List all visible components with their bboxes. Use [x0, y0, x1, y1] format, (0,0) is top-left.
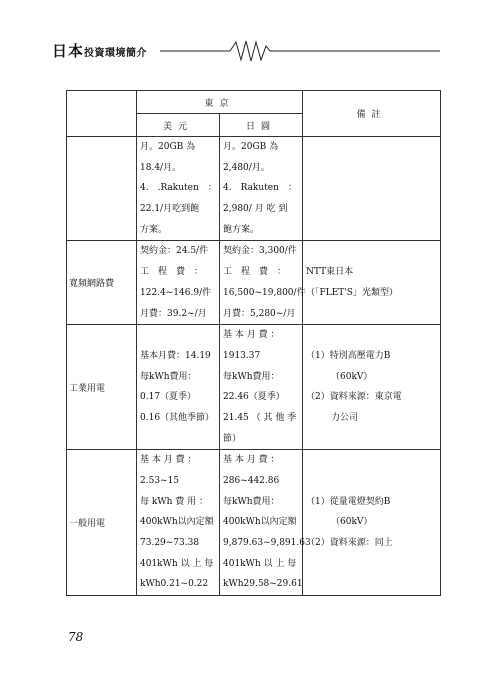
jpy-cell	[220, 450, 311, 596]
cell-line: 2,480/月。	[223, 162, 270, 173]
region-header: 東京	[137, 91, 303, 114]
cell-line: 4. Rakuten ：	[223, 183, 297, 194]
usd-header: 美元	[137, 114, 220, 137]
cell-line: 節）	[223, 433, 242, 444]
cell-line: 月。20GB 為	[140, 142, 196, 152]
cell-line: 2,980/ 月 吃 到	[223, 204, 288, 215]
cell-line: 飽方案。	[223, 224, 260, 235]
notes-cell	[303, 241, 441, 325]
cell-line: 16,500~19,800/件	[223, 287, 306, 298]
usd-cell	[137, 450, 220, 596]
cell-line: 21.45 （ 其 他 季	[223, 412, 297, 423]
cost-table	[66, 90, 441, 596]
table-row	[67, 325, 441, 450]
cell-line: 基 本 月 費 ：	[223, 330, 280, 341]
header-title-sub: 投資環境簡介	[84, 48, 148, 59]
cell-line: 每kWh費用：	[223, 496, 280, 507]
cell-line: kWh0.21~0.22	[140, 579, 209, 590]
cell-line: 基 本 月 費 ：	[140, 455, 197, 466]
cell-line: 方案。	[140, 224, 168, 235]
note-line: （2）資料來源：東京電	[306, 392, 402, 403]
cell-line: 286~442.86	[223, 476, 280, 486]
note-line: NTT東日本	[306, 267, 354, 278]
notes-cell	[303, 450, 441, 596]
notes-header: 備註	[303, 91, 441, 137]
cell-line: 每 kWh 費 用 ：	[140, 496, 208, 507]
cell-line: kWh29.58~29.61	[223, 579, 303, 590]
cell-line: 2.53~15	[140, 476, 180, 486]
page-number: 78	[68, 630, 84, 644]
note-line: 力公司	[331, 412, 359, 423]
cell-line: 22.1/月吃到飽	[140, 204, 200, 215]
table-row	[67, 137, 441, 241]
cell-line: 1913.37	[223, 350, 261, 361]
note-line: （「FLET'S」光類型）	[306, 287, 398, 298]
cell-line: 月。20GB 為	[223, 142, 279, 152]
cell-line: 月費：39.2~/月	[140, 308, 207, 319]
cell-line: 0.17（夏季）	[140, 392, 197, 403]
heartbeat-line-icon	[52, 38, 442, 64]
cell-line: 契約金：3,300/件	[223, 246, 297, 257]
cell-line: 401kWh 以 上 每	[140, 558, 214, 569]
category-cell: 寬頻網路費	[67, 241, 137, 325]
page-header	[52, 38, 442, 64]
note-line: （60kV）	[331, 371, 373, 382]
cell-line: 73.29~73.38	[140, 538, 200, 549]
note-line: （1）特別高壓電力B	[306, 350, 391, 361]
cell-line	[137, 429, 219, 450]
note-line: （60kV）	[331, 517, 373, 528]
cell-line: 契約金：24.5/件	[140, 246, 209, 257]
jpy-cell	[220, 241, 306, 325]
cell-line: 基 本 月 費 ：	[223, 455, 280, 466]
cell-line: 工 程 費 ：	[223, 267, 287, 278]
note-line: （1）從量電燈契約B	[306, 496, 391, 507]
header-title-main: 日本	[52, 42, 85, 60]
notes-cell	[303, 137, 441, 241]
cell-line: 22.46（夏季）	[223, 392, 285, 403]
cell-line: 400kWh以內定額	[223, 517, 297, 528]
cell-line: 0.16（其他季節）	[140, 412, 215, 423]
jpy-header: 日圓	[220, 114, 303, 137]
category-cell: 工業用電	[67, 325, 137, 450]
table-row	[67, 450, 441, 596]
cell-line: 每kWh費用：	[140, 371, 197, 382]
jpy-cell	[220, 325, 303, 450]
category-cell	[67, 137, 137, 241]
cell-line: 18.4/月。	[140, 162, 182, 173]
usd-cell	[137, 241, 220, 325]
cell-line: 基本月費：14.19	[140, 350, 211, 361]
cell-line: 122.4~146.9/件	[140, 287, 212, 298]
cell-line	[137, 325, 219, 346]
corner-cell	[67, 91, 137, 137]
cell-line: 401kWh 以 上 每	[223, 558, 297, 569]
cell-line: 4. .Rakuten ：	[140, 183, 217, 194]
table-row	[67, 241, 441, 325]
cell-line: 400kWh以內定額	[140, 517, 214, 528]
cell-line: 每kWh費用：	[223, 371, 280, 382]
notes-cell	[303, 325, 441, 450]
usd-cell	[137, 137, 220, 241]
note-line: （2）資料來源：同上	[306, 538, 393, 549]
cell-line: 工 程 費 ：	[140, 267, 204, 278]
usd-cell	[137, 325, 220, 450]
jpy-cell	[220, 137, 303, 241]
cell-line: 9,879.63~9,891.63	[223, 538, 311, 549]
cell-line: 月費：5,280~/月	[223, 308, 296, 319]
category-cell: 一般用電	[67, 450, 137, 596]
